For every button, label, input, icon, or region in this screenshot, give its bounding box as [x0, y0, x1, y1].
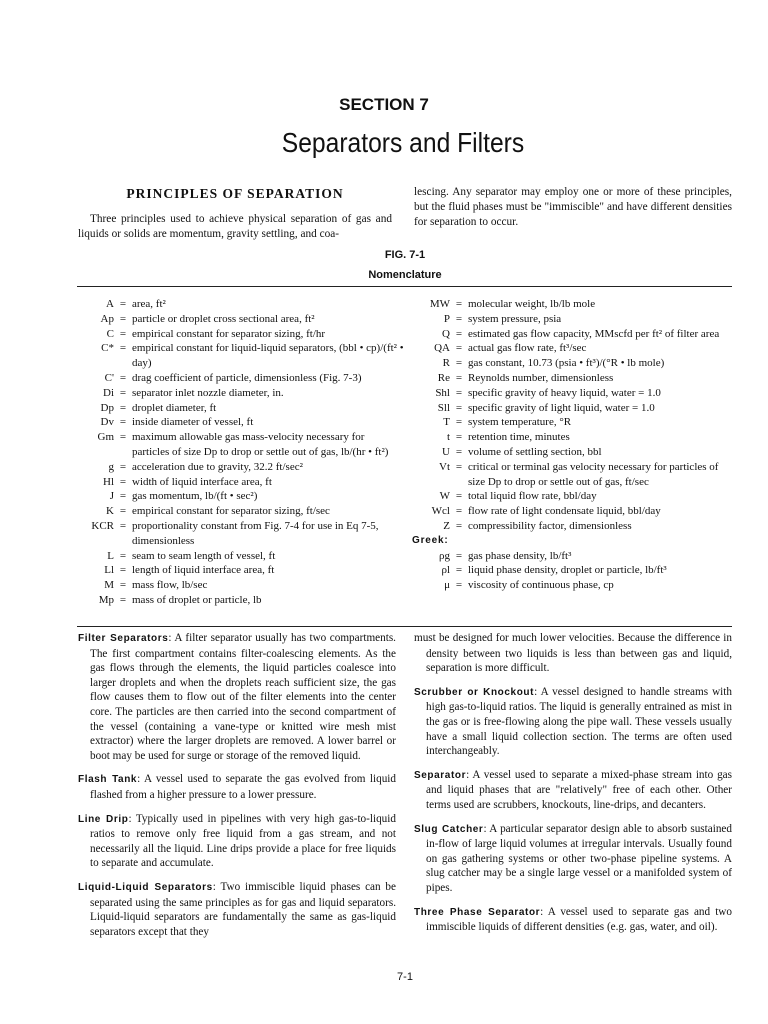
equals-sign: = [119, 579, 127, 592]
nomenclature-row [78, 312, 404, 327]
equals-sign: = [455, 298, 463, 310]
symbol: ρg [439, 549, 450, 562]
definition: length of liquid interface area, ft [132, 564, 275, 577]
nomenclature-left-column [78, 297, 404, 608]
equals-sign: = [455, 505, 463, 518]
symbol: ρl [441, 564, 450, 577]
definition: flow rate of light condensate liquid, bbl/day [468, 505, 661, 518]
symbol: Dv [100, 416, 114, 429]
equals-sign: = [455, 519, 463, 532]
nomenclature-row [78, 563, 404, 578]
equals-sign: = [455, 312, 463, 325]
definition-term: Line Drip [78, 813, 129, 825]
nomenclature-row [78, 327, 404, 342]
definition: droplet diameter, ft [132, 401, 217, 414]
nomenclature-row [78, 430, 404, 460]
definition-item [78, 772, 396, 802]
definitions-right-column [414, 631, 732, 944]
definition-item [414, 822, 732, 896]
equals-sign: = [119, 342, 127, 355]
symbol: MW [429, 298, 450, 310]
definition: empirical constant for liquid-liquid separators, (bbl • cp)/(ft² • day) [132, 342, 404, 370]
definition: gas constant, 10.73 (psia • ft³)/(°R • lb mole) [468, 357, 665, 370]
definition-item [78, 631, 396, 763]
nomenclature-row [78, 578, 404, 593]
equals-sign: = [119, 593, 127, 606]
definition-text: : A filter separator usually has two compartments. The first compartment contains filter-coalescing elements. As the gas flows through the elements, the liquid particles coalesce into larger droplets and when the droplets reach sufficient size, the gas flow causes them to flow out of the filter elements into the center core. The particles are then carried into the second compartment of the vessel (containing a vane-type or knitted wire mesh mist extractor) where the larger droplets are removed. A lower barrel or boot may be used for surge or storage of the removed liquid. [90, 632, 396, 762]
symbol: Re [437, 371, 450, 384]
equals-sign: = [455, 357, 463, 370]
definition: seam to seam length of vessel, ft [132, 549, 276, 562]
nomenclature-row [78, 549, 404, 564]
symbol: g [108, 460, 114, 473]
definition: actual gas flow rate, ft³/sec [468, 342, 587, 355]
definition-term: Filter Separators [78, 633, 169, 644]
equals-sign: = [119, 490, 127, 503]
definition: drag coefficient of particle, dimensionless (Fig. 7-3) [132, 371, 362, 384]
equals-sign: = [455, 386, 463, 399]
nomenclature-row [412, 312, 734, 327]
equals-sign: = [455, 460, 463, 473]
definition: compressibility factor, dimensionless [468, 519, 632, 532]
definition-term: Separator [414, 769, 467, 781]
principles-text-right [414, 185, 732, 230]
equals-sign: = [455, 431, 463, 444]
nomenclature-row [412, 341, 734, 356]
symbol: Ll [104, 564, 114, 577]
nomenclature-row [78, 504, 404, 519]
definition: area, ft² [132, 298, 166, 310]
equals-sign: = [119, 416, 127, 429]
definition: inside diameter of vessel, ft [132, 416, 254, 429]
symbol: Di [103, 386, 114, 399]
definition: Reynolds number, dimensionless [468, 371, 614, 384]
nomenclature-row [412, 415, 734, 430]
definition-text: : A particular separator design able to absorb sustained in-flow of large liquid volumes at irregular intervals. Usually found on gas gathering systems or other two-phase pipeline systems. A slug catcher may be a single large vessel or a manifolded system of pipes. [426, 822, 732, 894]
definition-item [78, 880, 396, 939]
definition: molecular weight, lb/lb mole [468, 298, 596, 310]
nomenclature-row [412, 549, 734, 564]
definition: maximum allowable gas mass-velocity necessary for particles of size Dp to drop or settle out of gas, lb/(hr • ft²) [132, 431, 389, 458]
nomenclature-row [412, 460, 734, 490]
definition-text: : Two immiscible liquid phases can be separated using the same principles as for gas and liquid separators. Liquid-liquid separators are fundamentally the same as gas-liquid separators except that they [90, 880, 396, 938]
definition: mass flow, lb/sec [132, 579, 208, 592]
equals-sign: = [119, 371, 127, 384]
equals-sign: = [455, 401, 463, 414]
definition-term: Slug Catcher [414, 823, 484, 835]
equals-sign: = [455, 445, 463, 458]
symbol: Wcl [431, 505, 450, 518]
greek-heading: Greek: [412, 534, 449, 546]
equals-sign: = [455, 416, 463, 429]
nomenclature-row [412, 327, 734, 342]
symbol: M [104, 579, 114, 592]
definition-text: : A vessel used to separate the gas evolved from liquid flashed from a higher pressure to a lower pressure. [90, 773, 396, 801]
symbol: R [442, 357, 450, 370]
definition-term: Flash Tank [78, 774, 138, 786]
nomenclature-row [412, 430, 734, 445]
nomenclature-row [412, 297, 734, 312]
equals-sign: = [119, 386, 127, 399]
nomenclature-row [78, 489, 404, 504]
equals-sign: = [455, 490, 463, 503]
symbol: W [439, 490, 450, 503]
symbol: P [443, 312, 450, 325]
symbol: Mp [98, 593, 114, 606]
equals-sign: = [119, 431, 127, 444]
definition-term: Three Phase Separator [414, 906, 541, 918]
equals-sign: = [119, 549, 127, 562]
nomenclature-row [412, 356, 734, 371]
symbol: T [443, 416, 450, 429]
definition-text: : A vessel used to separate gas and two immiscible liquids of different densities (e.g. gas, water, and oil). [426, 905, 732, 934]
page-number: 7-1 [397, 971, 413, 983]
nomenclature-row [412, 445, 734, 460]
symbol: QA [434, 342, 450, 355]
definition: specific gravity of light liquid, water = 1.0 [468, 401, 655, 414]
equals-sign: = [455, 327, 463, 340]
nomenclature-row [78, 519, 404, 549]
definition-item [414, 631, 732, 676]
figure-top-rule [77, 286, 732, 287]
symbol: C' [104, 371, 114, 384]
symbol: J [109, 490, 114, 503]
nomenclature-row [78, 415, 404, 430]
definition: liquid phase density, droplet or particle, lb/ft³ [468, 564, 667, 577]
equals-sign: = [119, 298, 127, 310]
equals-sign: = [119, 401, 127, 414]
nomenclature-row [78, 401, 404, 416]
equals-sign: = [455, 371, 463, 384]
definition: empirical constant for separator sizing, ft/sec [132, 505, 330, 518]
equals-sign: = [119, 327, 127, 340]
principles-text-left [78, 212, 392, 242]
definition: acceleration due to gravity, 32.2 ft/sec² [132, 460, 303, 473]
definition: mass of droplet or particle, lb [132, 593, 262, 606]
definition-item [78, 812, 396, 871]
definition: critical or terminal gas velocity necessary for particles of size Dp to drop or settle out of gas, ft/sec [468, 460, 719, 488]
nomenclature-row [78, 371, 404, 386]
definition: particle or droplet cross sectional area, ft² [132, 312, 315, 325]
figure-bottom-rule [77, 626, 732, 627]
nomenclature-row [412, 489, 734, 504]
principles-heading: PRINCIPLES OF SEPARATION [126, 186, 344, 201]
nomenclature-row [78, 593, 404, 608]
equals-sign: = [455, 564, 463, 577]
symbol: Ap [100, 312, 114, 325]
symbol: Z [443, 519, 450, 532]
symbol: Sll [437, 401, 450, 414]
definition: viscosity of continuous phase, cp [468, 579, 614, 592]
equals-sign: = [119, 564, 127, 577]
definition-text: must be designed for much lower velocities. Because the difference in density between two liquids is less than between gas and liquid, separation is more difficult. [414, 632, 732, 675]
definition: estimated gas flow capacity, MMscfd per ft² of filter area [468, 327, 720, 340]
symbol: K [106, 505, 114, 518]
definition: proportionality constant from Fig. 7-4 for use in Eq 7-5, dimensionless [132, 519, 379, 547]
symbol: Hl [103, 475, 114, 488]
definition: width of liquid interface area, ft [132, 475, 272, 488]
equals-sign: = [119, 312, 127, 325]
definition: separator inlet nozzle diameter, in. [132, 386, 284, 399]
equals-sign: = [119, 519, 127, 532]
equals-sign: = [119, 505, 127, 518]
equals-sign: = [455, 342, 463, 355]
symbol: Shl [435, 386, 450, 399]
definition: system pressure, psia [468, 312, 562, 325]
equals-sign: = [455, 549, 463, 562]
definition-text: : A vessel used to separate a mixed-phase stream into gas and liquid phases that are "relatively" free of each other. Other terms used are scrubbers, knockouts, line-drips, and decanters. [426, 768, 732, 811]
symbol: t [446, 431, 450, 444]
definition: empirical constant for separator sizing, ft/hr [132, 327, 326, 340]
figure-label: FIG. 7-1 [384, 249, 426, 261]
symbol: A [106, 298, 114, 310]
principles-paragraph-left: Three principles used to achieve physical separation of gas and liquids or solids are momentum, gravity settling, and coa- [78, 213, 392, 240]
figure-title: Nomenclature [368, 269, 442, 281]
equals-sign: = [455, 579, 463, 592]
definition: system temperature, °R [468, 416, 572, 429]
nomenclature-row [412, 563, 734, 578]
equals-sign: = [119, 475, 127, 488]
symbol: Dp [100, 401, 114, 414]
definition-text: : Typically used in pipelines with very high gas-to-liquid ratios to remove only free liquid from a gas stream, and not necessarily all the liquid. Line drips provide a place for free liquids to separate and accumulate. [90, 812, 396, 870]
nomenclature-row [412, 519, 734, 534]
symbol: Vt [439, 460, 450, 473]
definitions-left-column [78, 631, 396, 948]
nomenclature-row [78, 475, 404, 490]
nomenclature-row [412, 504, 734, 519]
principles-paragraph-right: lescing. Any separator may employ one or more of these principles, but the fluid phases must be "immiscible" and have different densities for separation to occur. [414, 186, 732, 228]
nomenclature-row [412, 371, 734, 386]
definition: volume of settling section, bbl [468, 445, 602, 458]
definition-item [414, 768, 732, 813]
definition: total liquid flow rate, bbl/day [468, 490, 597, 503]
definition-term: Liquid-Liquid Separators [78, 881, 213, 893]
equals-sign: = [119, 460, 127, 473]
definition: gas phase density, lb/ft³ [468, 549, 572, 562]
symbol: C* [101, 342, 114, 355]
definition: gas momentum, lb/(ft • sec²) [132, 490, 258, 503]
symbol: Q [442, 327, 450, 340]
definition-text: : A vessel designed to handle streams with high gas-to-liquid ratios. The liquid is generally entrained as mist in the gas or is free-flowing along the pipe wall. These vessels usually have a small liquid collection section. The terms are often used interchangeably. [426, 685, 732, 758]
definition: retention time, minutes [468, 431, 570, 444]
section-label: SECTION 7 [339, 95, 429, 114]
nomenclature-row [78, 460, 404, 475]
symbol: Gm [97, 431, 114, 444]
definition-term: Scrubber or Knockout [414, 686, 535, 698]
nomenclature-row [412, 386, 734, 401]
nomenclature-row [78, 341, 404, 371]
symbol: U [442, 445, 450, 458]
symbol: μ [444, 579, 450, 592]
definition: specific gravity of heavy liquid, water = 1.0 [468, 386, 661, 399]
nomenclature-row [412, 578, 734, 593]
symbol: L [107, 549, 114, 562]
definition-item [414, 685, 732, 759]
nomenclature-row [412, 401, 734, 416]
nomenclature-right-column [412, 297, 734, 593]
definition-item [414, 905, 732, 935]
symbol: C [106, 327, 114, 340]
page-title: Separators and Filters [281, 127, 525, 158]
nomenclature-row [78, 386, 404, 401]
symbol: KCR [91, 519, 114, 532]
nomenclature-row [78, 297, 404, 312]
